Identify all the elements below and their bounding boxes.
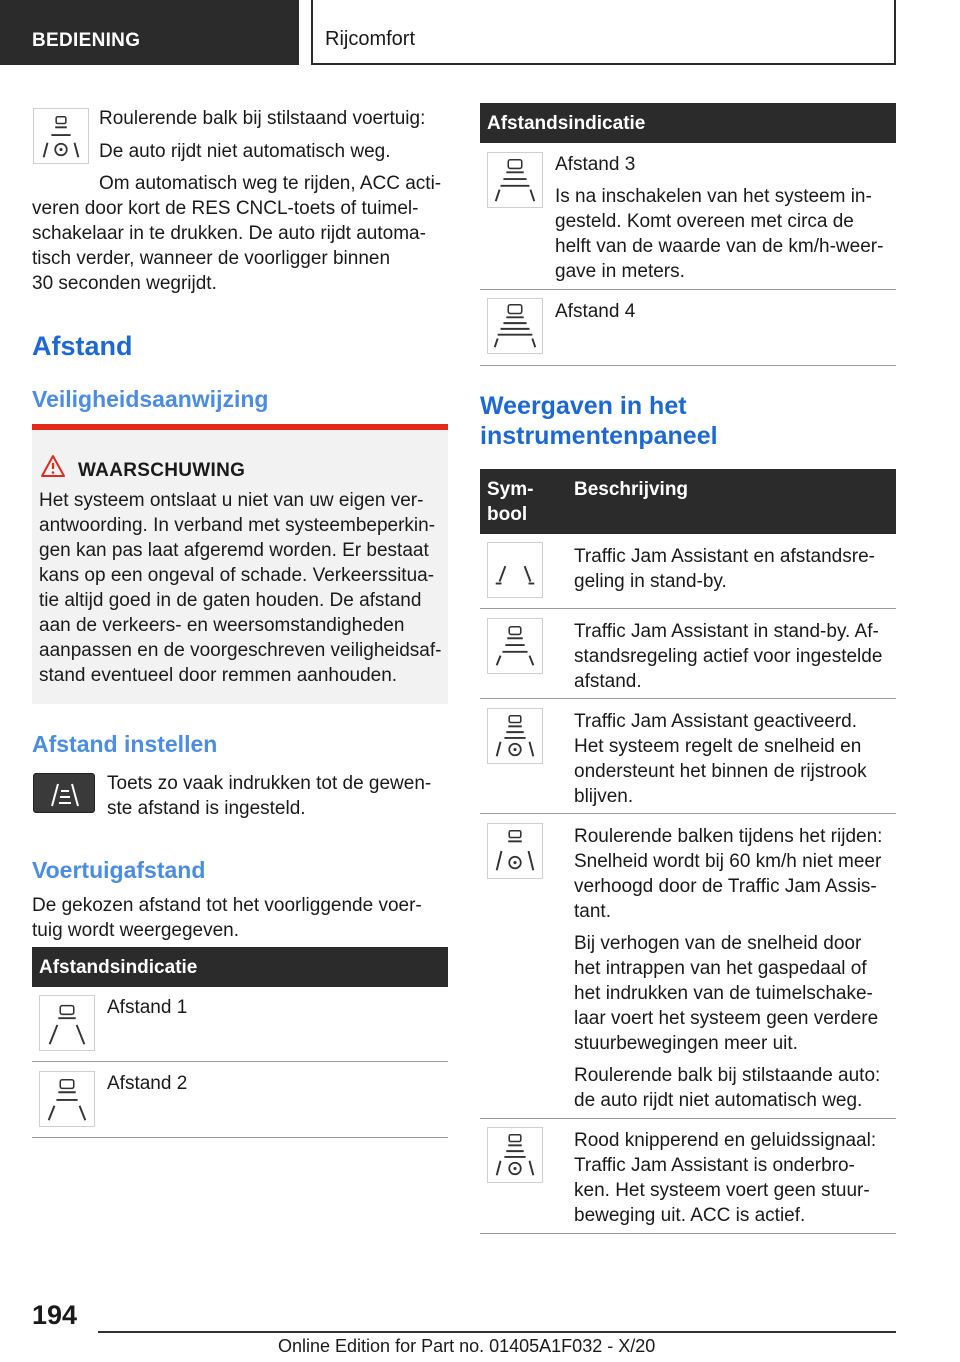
- symbol-row-5-line: ken. Het systeem voert geen stuur-: [574, 1180, 870, 1201]
- symbol-row-4-p2-line: het intrappen van het gaspedaal of: [574, 958, 867, 979]
- symbol-row-1-line: Traffic Jam Assistant en afstandsre-: [574, 546, 875, 567]
- warning-line: aan de verkeers- en weersomstandigheden: [39, 615, 405, 636]
- symbol-row-5-line: Rood knipperend en geluidssignaal:: [574, 1130, 877, 1151]
- symbol-row-2-line: Traffic Jam Assistant in stand-by. Af-: [574, 621, 879, 642]
- right-table-header: [480, 103, 896, 143]
- warning-text: [39, 488, 444, 688]
- assistant-active-icon: [487, 708, 543, 764]
- divider: [480, 365, 896, 366]
- section-tab: [0, 0, 299, 65]
- left-table-header: [32, 947, 448, 987]
- warning-line: antwoording. In verband met systeembeperkin-: [39, 515, 436, 536]
- warning-box: [32, 424, 448, 704]
- voertuig-line-2: tuig wordt weergegeven.: [32, 920, 240, 941]
- heading-weergaven-line-2: instrumentenpaneel: [480, 422, 718, 450]
- instellen-line-1: Toets zo vaak indrukken tot de gewen-: [107, 773, 432, 794]
- intro-para-line-5: 30 seconden wegrijdt.: [32, 273, 217, 294]
- symbol-row-1-line: geling in stand-by.: [574, 571, 727, 592]
- symbol-row-2-line: afstand.: [574, 671, 642, 692]
- distance-1-icon: [39, 995, 95, 1051]
- intro-para-line-2: veren door kort de RES CNCL-toets of tuimel-: [32, 198, 419, 219]
- voertuig-line-1: De gekozen afstand tot het voorliggende voer-: [32, 895, 422, 916]
- distance-4-title: Afstand 4: [555, 301, 636, 322]
- distance-1-label: Afstand 1: [107, 997, 188, 1018]
- chapter-title: Rijcomfort: [325, 28, 416, 50]
- divider: [480, 698, 896, 699]
- symbol-row-3-line: blijven.: [574, 786, 634, 807]
- warning-line: gen kan pas laat afgeremd worden. Er bestaat: [39, 540, 429, 561]
- intro-para-line-4: tisch verder, wanneer de voorligger binnen: [32, 248, 391, 269]
- warning-line: stand eventueel door remmen aanhouden.: [39, 665, 398, 686]
- divider: [32, 1137, 448, 1138]
- intro-para-line-1: Om automatisch weg te rijden, ACC acti-: [99, 173, 442, 194]
- symbol-row-3-line: ondersteunt het binnen de rijstrook: [574, 761, 867, 782]
- divider: [480, 813, 896, 814]
- divider: [32, 1061, 448, 1062]
- warning-triangle-icon: [40, 454, 66, 478]
- col-symbol-line-2: bool: [487, 504, 528, 525]
- intro-line-1: Roulerende balk bij stilstaand voertuig:: [99, 108, 426, 129]
- symbol-row-5-line: beweging uit. ACC is actief.: [574, 1205, 806, 1226]
- left-table-header-label: Afstandsindicatie: [39, 957, 198, 978]
- warning-line: tie altijd goed in de gaten houden. De afstand: [39, 590, 422, 611]
- symbol-row-3-line: Het systeem regelt de snelheid en: [574, 736, 862, 757]
- distance-3-line: gave in meters.: [555, 261, 685, 282]
- symbol-row-4-line: Roulerende balken tijdens het rijden:: [574, 826, 883, 847]
- symbol-row-4-line: tant.: [574, 901, 611, 922]
- distance-3-line: gesteld. Komt overeen met circa de: [555, 211, 854, 232]
- chapter-tab: [311, 0, 896, 65]
- instellen-line-2: ste afstand is ingesteld.: [107, 798, 306, 819]
- distance-2-label: Afstand 2: [107, 1073, 188, 1094]
- symbol-table-header: [480, 469, 896, 534]
- footer-rule: [98, 1331, 896, 1333]
- standby-distance-control-icon: [487, 618, 543, 674]
- warning-line: aanpassen en de voorgeschreven veiligheidsaf-: [39, 640, 442, 661]
- standby-lanes-icon: [487, 542, 543, 598]
- heading-weergaven-line-1: Weergaven in het: [480, 392, 687, 420]
- heading-afstand-instellen: Afstand instellen: [32, 731, 218, 757]
- heading-voertuigafstand: Voertuigafstand: [32, 857, 206, 883]
- intro-line-2: De auto rijdt niet automatisch weg.: [99, 141, 391, 162]
- distance-button-icon: [33, 773, 95, 813]
- warning-line: kans op een ongeval of schade. Verkeerssitua-: [39, 565, 435, 586]
- distance-3-icon: [487, 152, 543, 208]
- rolling-bars-driving-icon: [487, 823, 543, 879]
- distance-3-line: Is na inschakelen van het systeem in-: [555, 186, 872, 207]
- symbol-row-4-line: Snelheid wordt bij 60 km/h niet meer: [574, 851, 882, 872]
- warning-line: Het systeem ontslaat u niet van uw eigen ver-: [39, 490, 424, 511]
- distance-3-line: helft van de waarde van de km/h-weer-: [555, 236, 884, 257]
- divider: [480, 289, 896, 290]
- distance-4-icon: [487, 298, 543, 354]
- symbol-row-5-line: Traffic Jam Assistant is onderbro-: [574, 1155, 855, 1176]
- distance-3-title: Afstand 3: [555, 154, 636, 175]
- rolling-bar-stationary-icon: [33, 108, 89, 164]
- symbol-row-4-p2-line: Bij verhogen van de snelheid door: [574, 933, 862, 954]
- symbol-row-2-line: standsregeling actief voor ingestelde: [574, 646, 883, 667]
- symbol-row-4-p2-line: laar voert het systeem geen verdere: [574, 1008, 879, 1029]
- col-description: Beschrijving: [574, 479, 689, 500]
- symbol-row-4-p3-line: de auto rijdt niet automatisch weg.: [574, 1090, 863, 1111]
- section-title: BEDIENING: [32, 30, 141, 51]
- page-number: 194: [32, 1300, 78, 1330]
- symbol-row-4-line: verhoogd door de Traffic Jam Assis-: [574, 876, 877, 897]
- divider: [480, 1118, 896, 1119]
- heading-afstand: Afstand: [32, 331, 133, 361]
- divider: [480, 1233, 896, 1234]
- symbol-row-4-p3-line: Roulerende balk bij stilstaande auto:: [574, 1065, 881, 1086]
- intro-para-line-3: schakelaar in te drukken. De auto rijdt automa-: [32, 223, 426, 244]
- col-symbol-line-1: Sym-: [487, 479, 534, 500]
- symbol-row-3-line: Traffic Jam Assistant geactiveerd.: [574, 711, 858, 732]
- distance-2-icon: [39, 1071, 95, 1127]
- heading-veiligheidsaanwijzing: Veiligheidsaanwijzing: [32, 386, 269, 412]
- right-table-header-label: Afstandsindicatie: [487, 113, 646, 134]
- divider: [480, 608, 896, 609]
- edition-note: Online Edition for Part no. 01405A1F032 - X/20: [278, 1336, 656, 1356]
- symbol-row-4-p2-line: het indrukken van de tuimelschake-: [574, 983, 873, 1004]
- symbol-row-4-p2-line: stuurbewegingen meer uit.: [574, 1033, 798, 1054]
- warning-title: WAARSCHUWING: [78, 460, 246, 481]
- interrupted-red-icon: [487, 1127, 543, 1183]
